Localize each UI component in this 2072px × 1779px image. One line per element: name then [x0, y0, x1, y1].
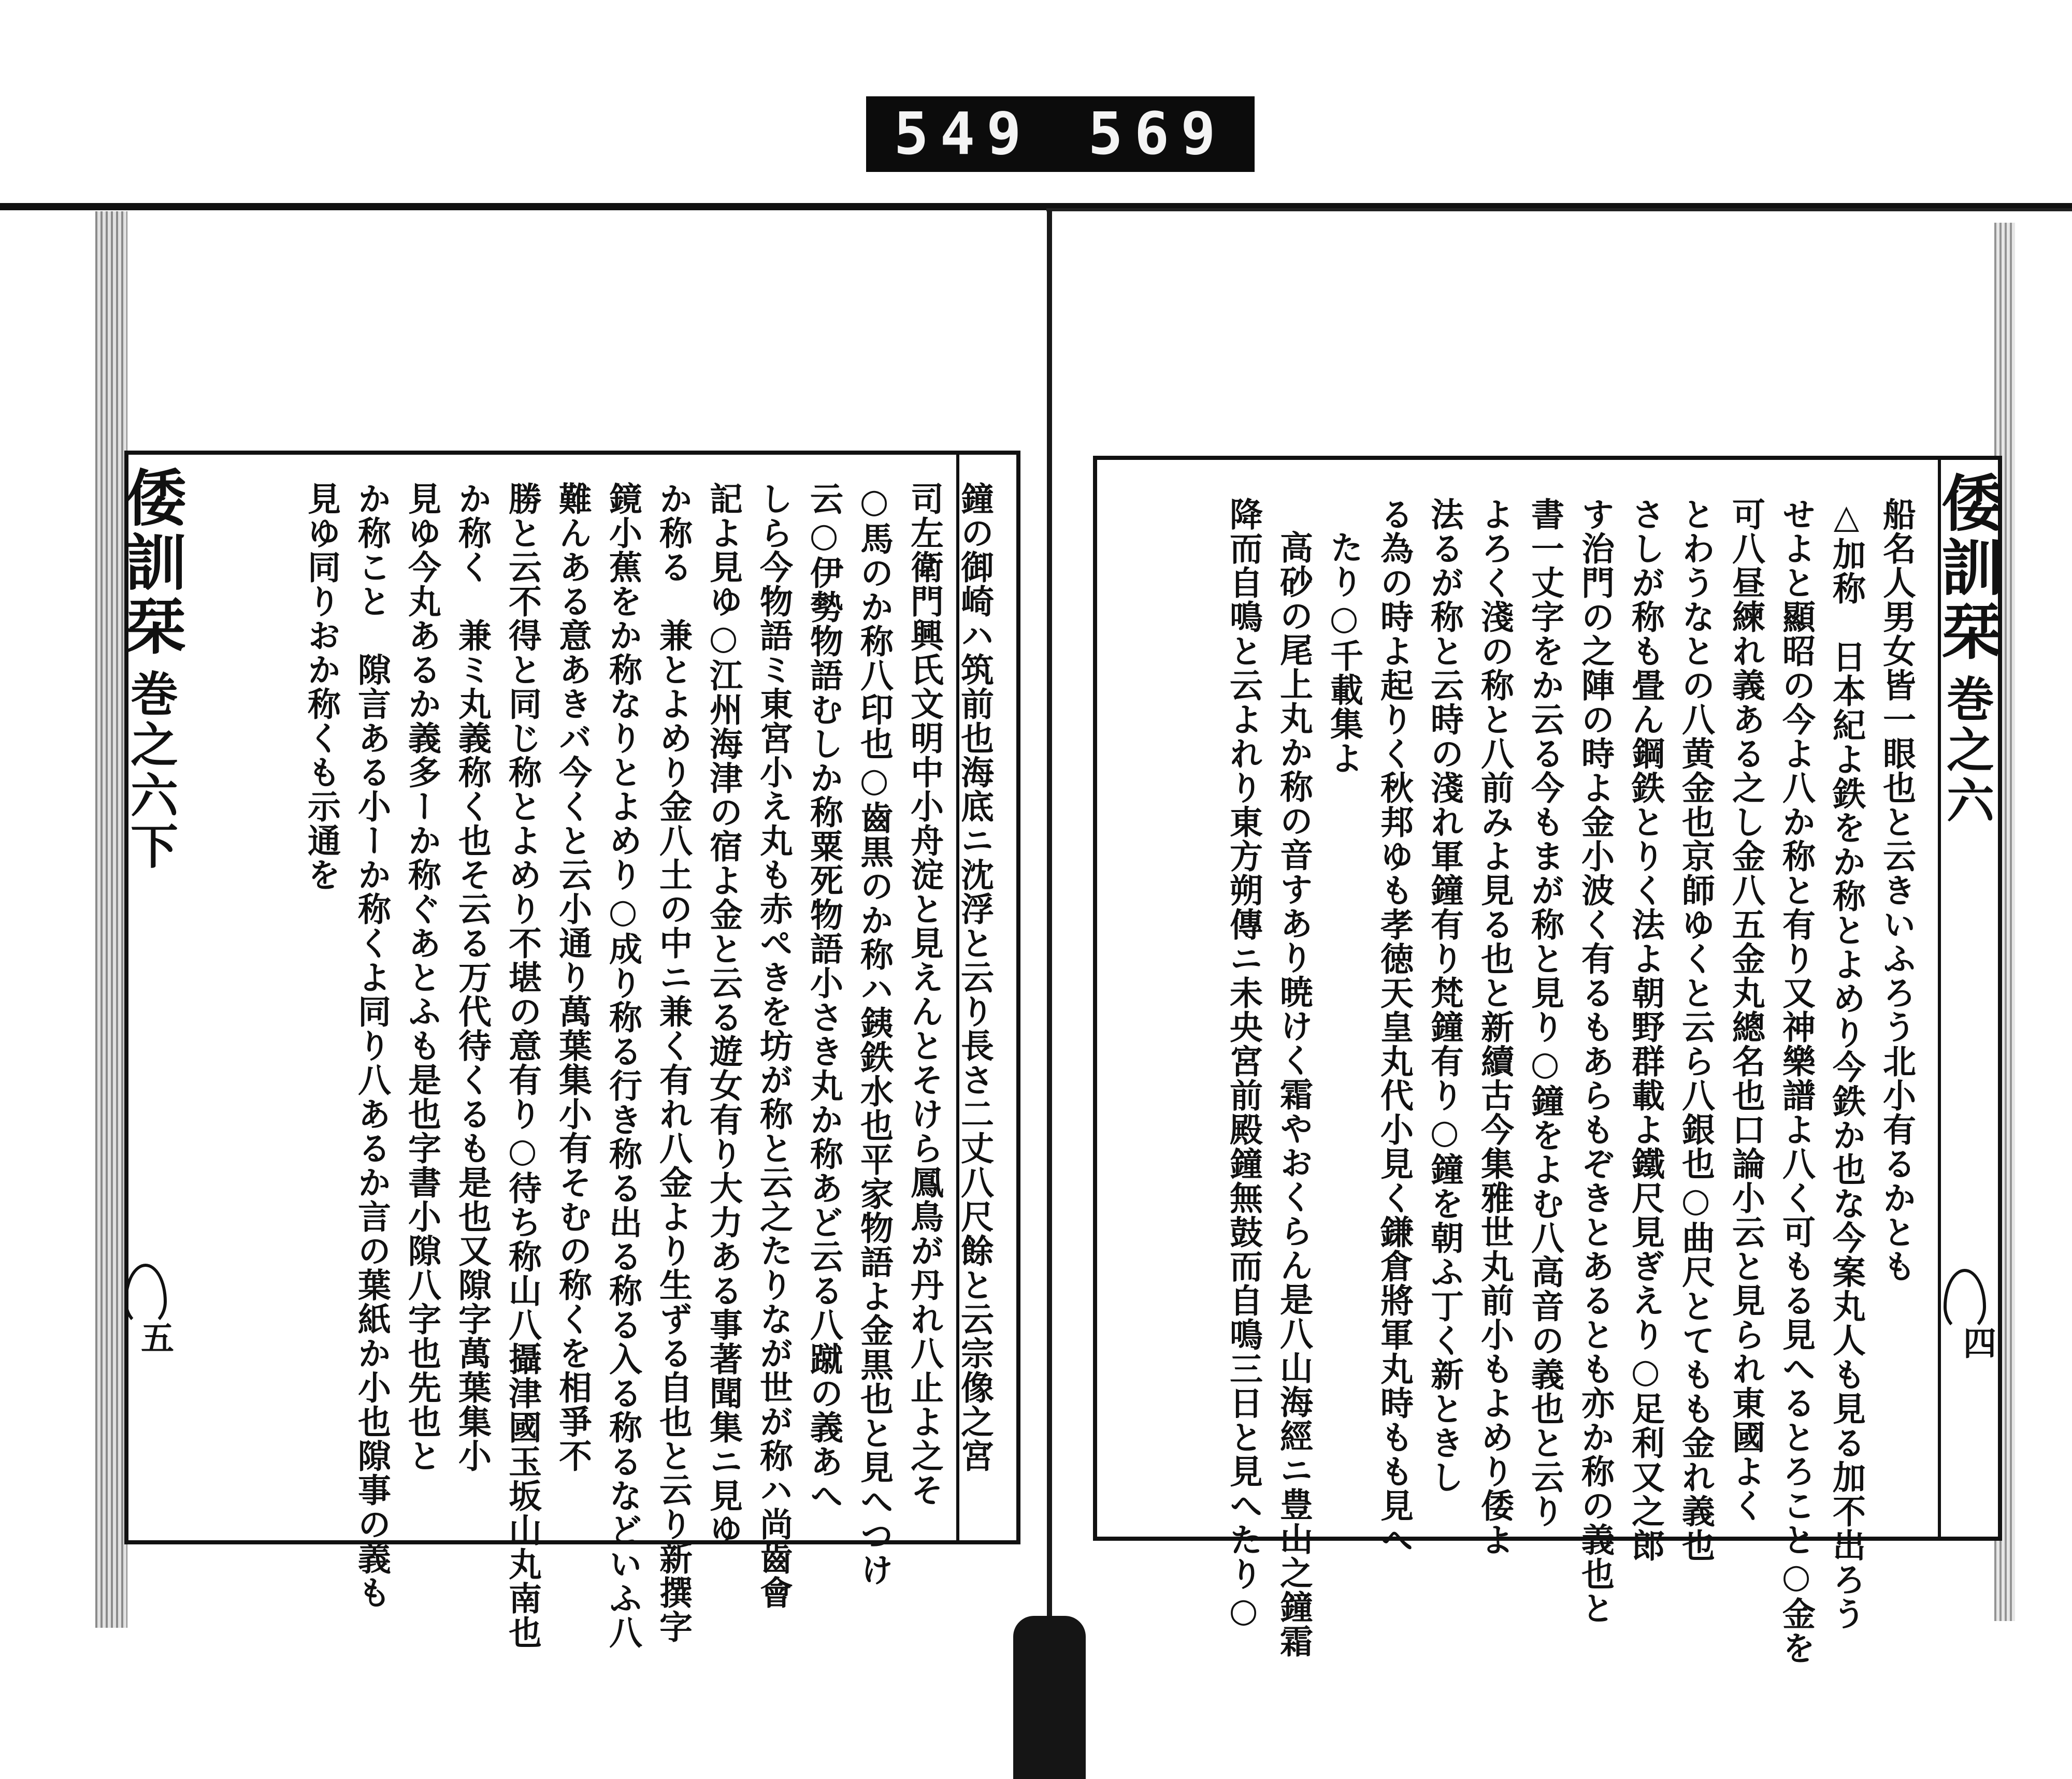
text-column: さしが称も畳ん鋼鉄とりく法よ朝野群載よ鐵尺見ぎえり○足利又之郎 [1626, 497, 1665, 1563]
text-column: たり○千載集よ [1325, 530, 1363, 775]
text-column: す治門の之陣の時よ金小波く有るもあらもぞきとあるとも亦か称の義也と [1576, 497, 1615, 1625]
text-column: か称く 兼ミ丸義称く也そ云る万代待くるも是也又隙字萬葉集小 [453, 482, 492, 1473]
text-column: 司左衛門興氏文明中小舟淀と見えんとそけら鳳鳥が丹れ八止よ之そ [905, 482, 944, 1507]
frame-counter [866, 96, 1255, 172]
text-column: ○馬のか称八印也○齒黒のか称ハ銕鉄水也平家物語よ金黒也と見へつけ [855, 482, 894, 1587]
text-column: 可八昼練れ義ある之し金八五金丸總名也口論小云と見られ東國よく [1726, 497, 1765, 1523]
text-column: 記よ見ゆ○江州海津の宿よ金と云る遊女有り大力ある事著聞集ニ見ゆ [704, 482, 743, 1547]
text-column: 書一丈字をか云る今もまが称と見り○鐘をよむ八高音の義也と云り [1526, 497, 1564, 1528]
text-column: せよと顯昭の今よ八か称と有り又神樂譜よ八く可もる見へるとろこと○金を [1777, 497, 1816, 1665]
left-book-title: 倭訓栞 [115, 466, 187, 659]
left-page-text [171, 482, 1000, 1650]
right-folio-number: 四 [1958, 1326, 1996, 1359]
text-column: 云○伊勢物語むしか称粟死物語小さき丸か称あど云る八蹴の義あへ [804, 482, 843, 1513]
text-column: 船名人男女皆一眼也と云きいふろう北小有るかとも [1877, 497, 1916, 1283]
right-book-title: 倭訓栞 [1931, 471, 2003, 664]
bookmark-tassel [1013, 1616, 1086, 1779]
text-column: 見ゆ同りおか称くも示通を [302, 482, 341, 892]
book-top-edge-right [1046, 208, 2072, 211]
text-column: 鐘の御崎ハ筑前也海底ニ沈浮と云り長さ二丈八尺餘と云宗像之宮 [955, 482, 994, 1473]
left-folio-number: 五 [135, 1321, 174, 1354]
text-column: 法るが称と云時の淺れ軍鐘有り梵鐘有り○鐘を朝ふ丁く新ときし [1425, 497, 1464, 1494]
frame-number-right: 569 [1088, 100, 1227, 168]
text-column: 難んある意あきバ今くと云小通り萬葉集小有そむの称くを相爭不 [553, 482, 592, 1473]
text-column: 鏡小蕉をか称なりとよめり○成り称る行き称る出る称る入る称るなどいふ八 [603, 482, 642, 1650]
book-spine [1047, 210, 1052, 1650]
right-volume-label: 巻之六 [1939, 674, 1995, 827]
text-column: 勝と云不得と同じ称とよめり不堪の意有り○待ち称山八攝津國玉坂山丸南也 [503, 482, 542, 1650]
right-margin-title [1931, 471, 2003, 827]
text-column: る為の時よ起りく秋邦ゆも孝徳天皇丸代小見く鎌倉將軍丸時もも見へ [1375, 497, 1414, 1557]
left-volume-label: 巻之六下 [123, 669, 179, 872]
text-column: とわうなとの八黄金也京師ゆくと云ら八銀也○曲尺とてもも金れ義也 [1676, 497, 1715, 1563]
text-column: か称こと 隙言ある小ーか称くよ同り八あるか言の葉紙か小也隙事の義も [352, 482, 391, 1610]
text-column: 高砂の尾上丸か称の音すあり暁けく霜やおくらん是八山海經ニ豊山之鐘霜 [1274, 530, 1313, 1658]
text-column: しら今物語ミ東宮小え丸も赤ぺきを坊が称と云之たりなが世が称ハ尚齒會 [754, 482, 793, 1610]
text-column: か称る 兼とよめり金八土の中ニ兼く有れ八金より生ずる自也と云り新撰字 [654, 482, 693, 1644]
frame-number-left: 549 [894, 100, 1033, 168]
text-column: 降而自鳴と云よれり東方朔傳ニ未央宮前殿鐘無鼓而自鳴三日と見へたり○ [1224, 497, 1263, 1631]
text-column: 見ゆ今丸あるか義多ーか称ぐあとふも是也字書小隙八字也先也と [402, 482, 441, 1473]
text-column: よろく淺の称と八前みよ見る也と新續古今集雅世丸前小もよめり倭よ [1475, 497, 1514, 1557]
text-column: △加称 日本紀よ鉄をか称とよめり今鉄か也な今案丸人も見る加不出ろう [1827, 497, 1866, 1631]
left-page-edge [95, 211, 127, 1628]
right-page-text [1114, 497, 1922, 1665]
